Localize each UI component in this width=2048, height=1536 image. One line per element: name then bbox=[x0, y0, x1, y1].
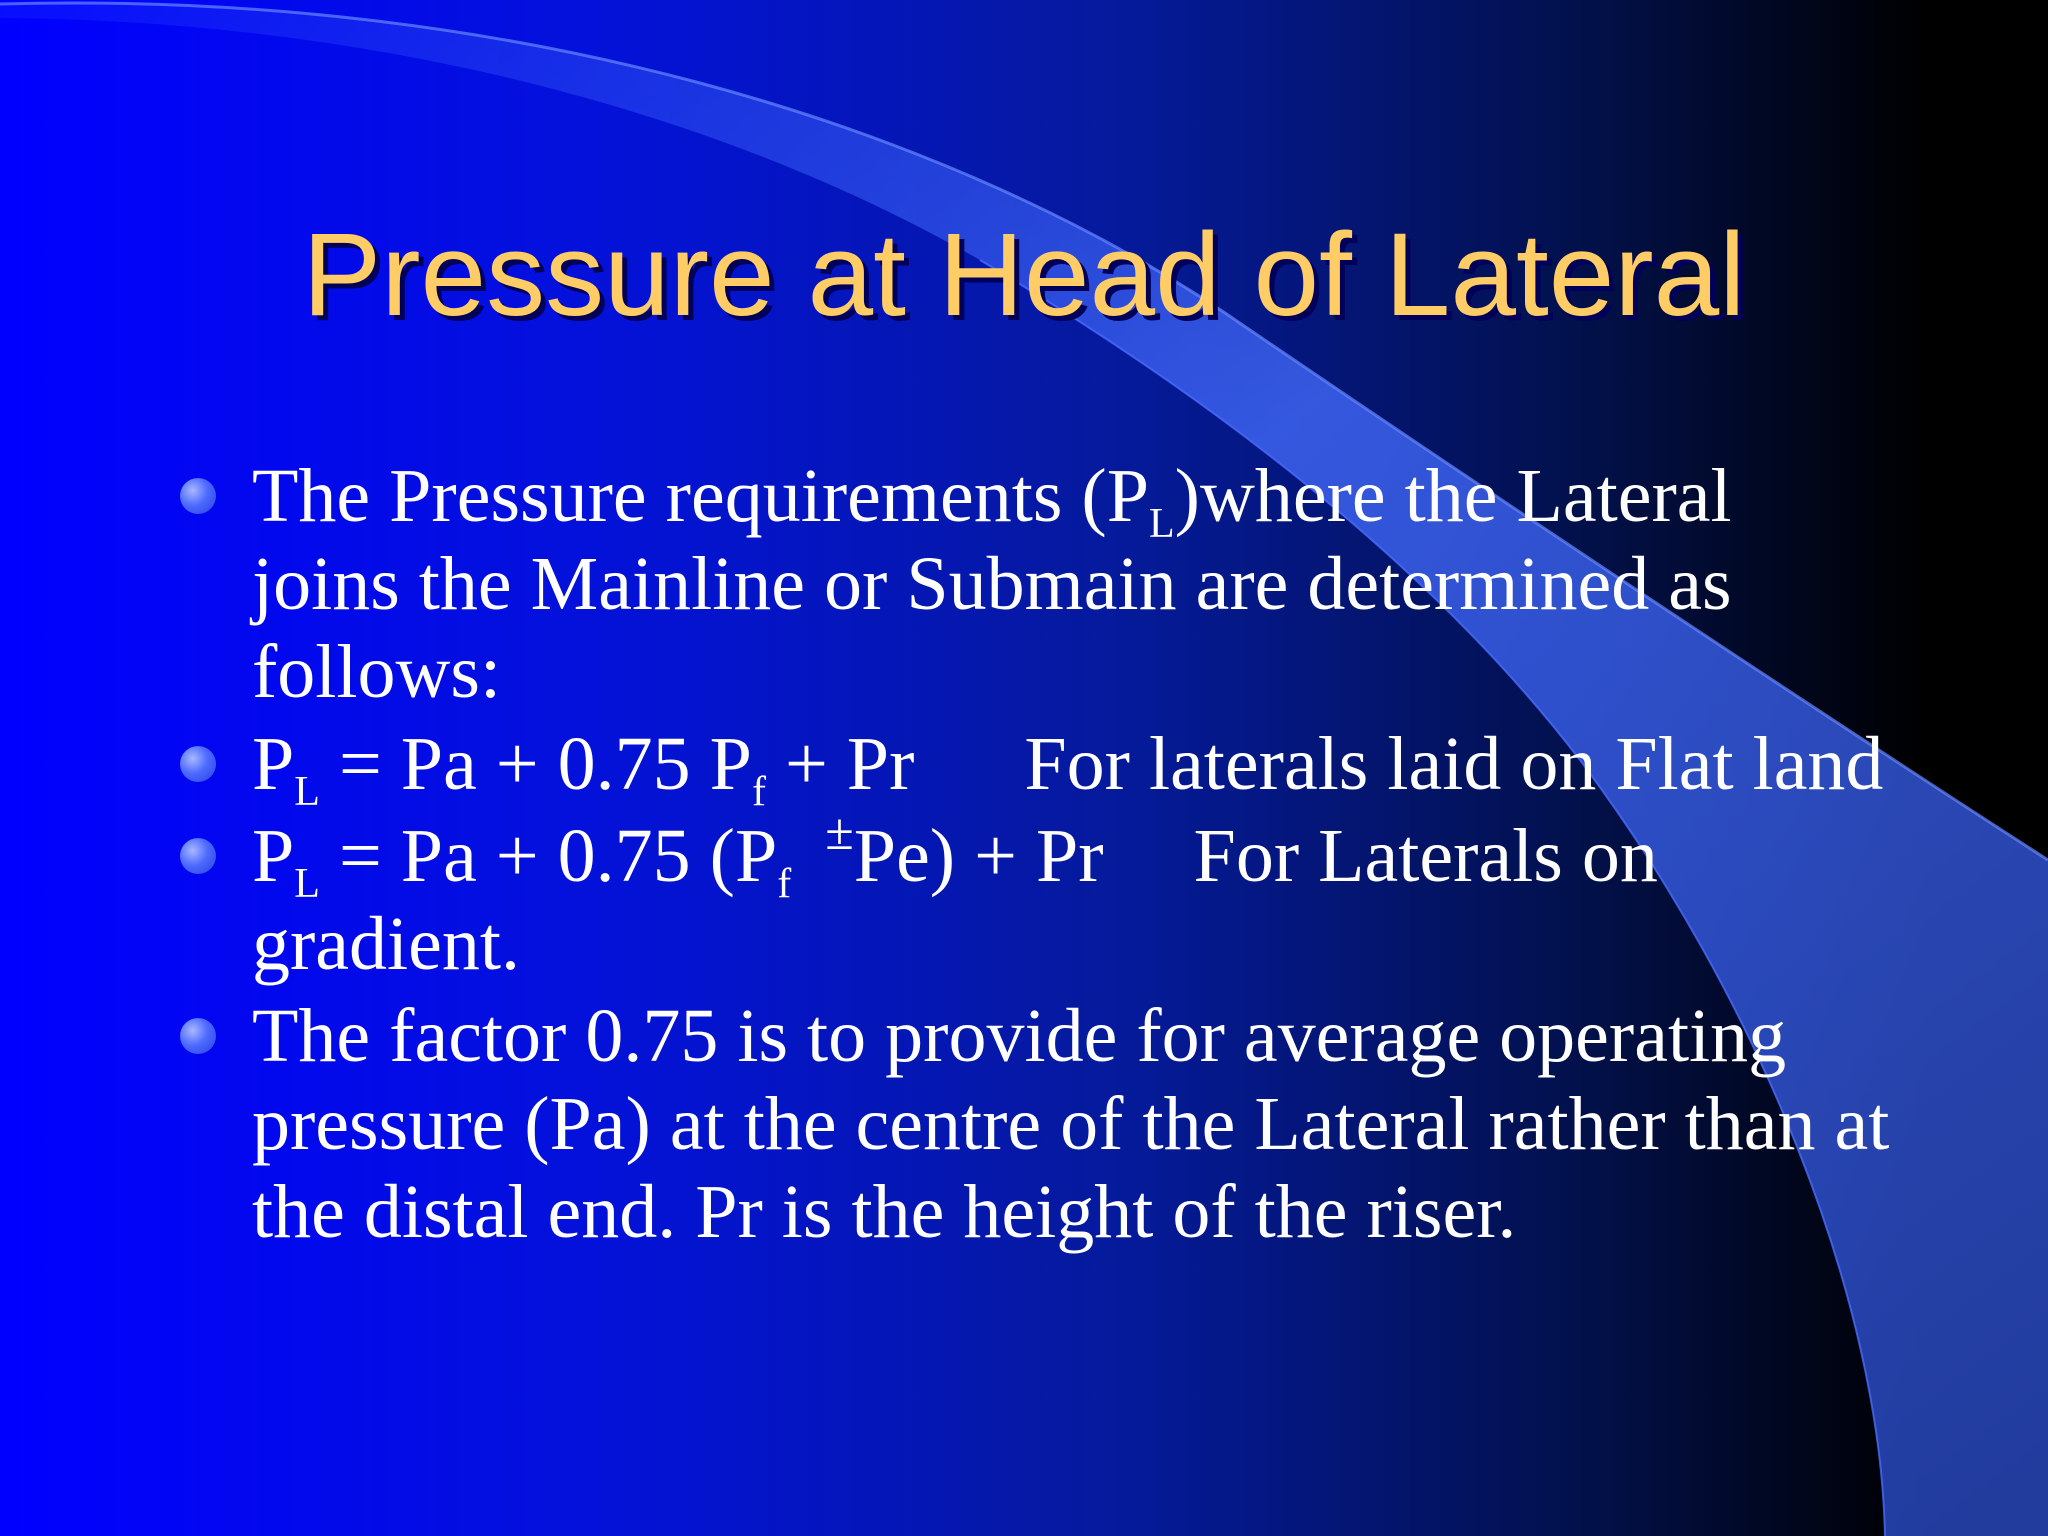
bullet-text: )where the Lateral joins the Mainline or Submain are determined as follows: bbox=[252, 454, 1732, 714]
formula-text: = Pa + 0.75 P bbox=[338, 722, 752, 806]
bullet-dot-icon bbox=[180, 746, 216, 782]
bullet-text: The Pressure requirements (P bbox=[252, 454, 1149, 538]
subscript: L bbox=[294, 769, 320, 815]
subscript: L bbox=[294, 861, 320, 907]
bullet-item bbox=[178, 720, 1898, 815]
bullet-item bbox=[178, 452, 1898, 716]
formula-text: Pe) + Pr bbox=[853, 814, 1104, 898]
bullet-list bbox=[178, 452, 1898, 1260]
subscript: L bbox=[1148, 501, 1175, 547]
subscript: f bbox=[777, 861, 792, 907]
subscript: f bbox=[751, 769, 766, 815]
formula-description: For laterals laid on Flat land bbox=[1024, 722, 1884, 806]
bullet-item bbox=[178, 804, 1898, 988]
formula-text: = Pa + 0.75 (P bbox=[338, 814, 778, 898]
bullet-dot-icon bbox=[180, 1018, 216, 1054]
formula-text: + Pr bbox=[784, 722, 915, 806]
bullet-dot-icon bbox=[180, 838, 216, 874]
slide-title: Pressure at Head of Lateral bbox=[302, 209, 1746, 341]
plus-minus-symbol: ± bbox=[825, 804, 854, 861]
bullet-item bbox=[178, 992, 1898, 1256]
formula-p: P bbox=[252, 814, 295, 898]
formula-p: P bbox=[252, 722, 295, 806]
bullet-text: The factor 0.75 is to provide for average operating pressure (Pa) at the centre of the Lateral rather than at the distal end. Pr is the height of the riser. bbox=[252, 994, 1890, 1254]
bullet-dot-icon bbox=[180, 478, 216, 514]
formula-description: For Laterals on gradient. bbox=[252, 814, 1658, 986]
